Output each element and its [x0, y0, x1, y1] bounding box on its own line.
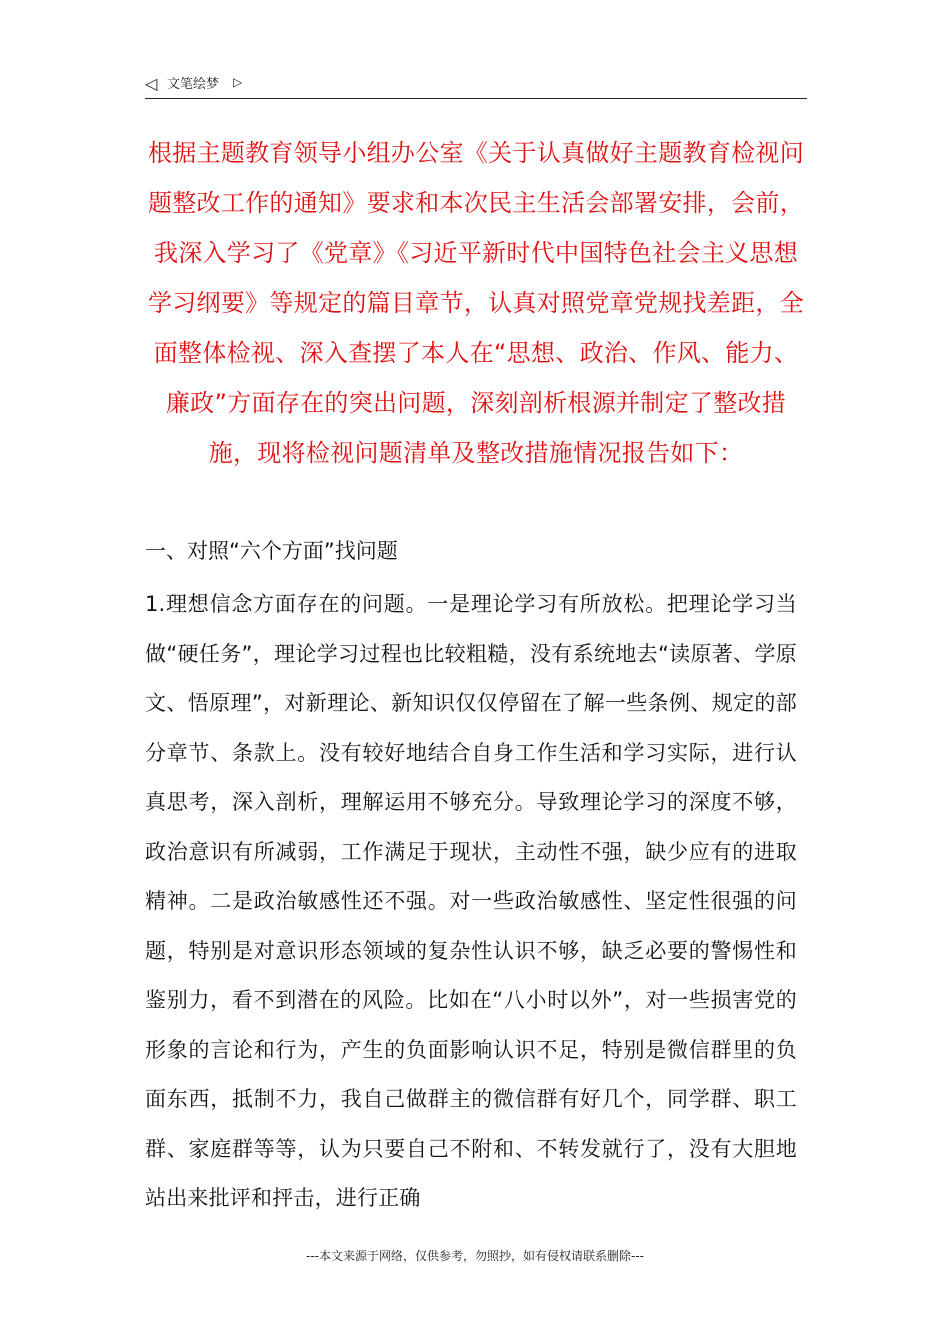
right-triangle-icon: ▷ [233, 75, 243, 89]
intro-paragraph: 根据主题教育领导小组办公室《关于认真做好主题教育检视问题整改工作的通知》要求和本次民主生活会部署安排，会前，我深入学习了《党章》《习近平新时代中国特色社会主义思想学习纲要》等规定的篇目章节，认真对照党章党规找差距，全面整体检视、深入查摆了本人在“思想、政治、作风、能力、廉政”方面存在的突出问题，深刻剖析根源并制定了整改措施，现将检视问题清单及整改措施情况报告如下： [147, 139, 805, 467]
page-footer: ---本文来源于网络，仅供参考，勿照抄，如有侵权请联系删除--- [306, 1249, 644, 1263]
page-header [145, 72, 807, 99]
body-paragraph: 1.理想信念方面存在的问题。一是理论学习有所放松。把理论学习当做“硬任务”，理论学习过程也比较粗糙，没有系统地去“读原著、学原文、悟原理”，对新理论、新知识仅仅停留在了解一些条例、规定的部分章节、条款上。没有较好地结合自身工作生活和学习实际，进行认真思考，深入剖析，理解运用不够充分。导致理论学习的深度不够，政治意识有所减弱，工作满足于现状，主动性不强，缺少应有的进取精神。二是政治敏感性还不强。对一些政治敏感性、坚定性很强的问题，特别是对意识形态领域的复杂性认识不够，缺乏必要的警惕性和鉴别力，看不到潜在的风险。比如在“八小时以外”，对一些损害党的形象的言论和行为，产生的负面影响认识不足，特别是微信群里的负面东西，抵制不力，我自己做群主的微信群有好几个，同学群、职工群、家庭群等等，认为只要自己不附和、不转发就行了，没有大胆地站出来批评和抨击，进行正确 [145, 592, 797, 1210]
section-heading: 一、对照“六个方面”找问题 [145, 539, 398, 563]
left-triangle-icon: ◁ [145, 74, 158, 93]
brand-name: 文笔绘梦 [167, 77, 220, 92]
